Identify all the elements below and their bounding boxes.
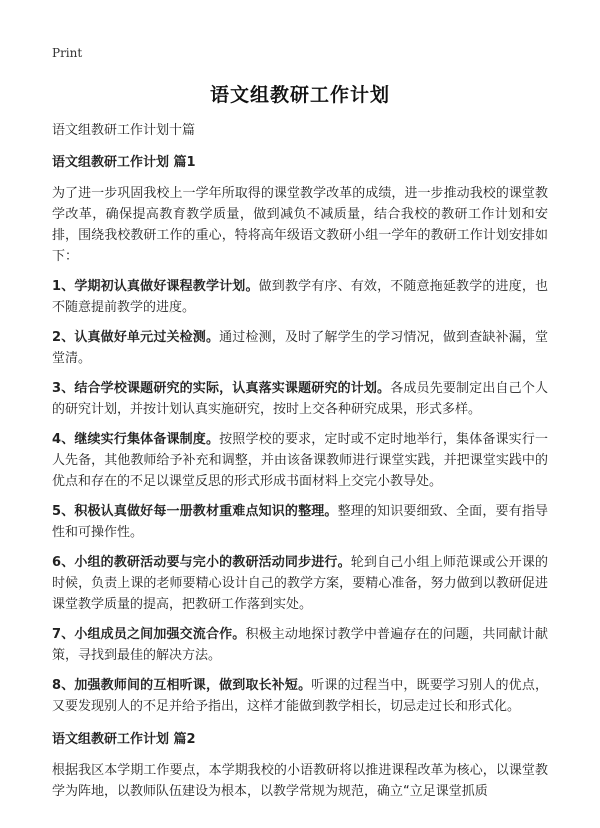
plan-item-7 [52,624,548,666]
plan-item-1 [52,276,548,318]
subtitle: 语文组教研工作计划十篇 [52,123,196,138]
plan-item-5-lead: 5、积极认真做好每一册教材重难点知识的整理。 [52,504,338,519]
plan-item-5 [52,501,548,543]
plan-item-8-text: 听课的过程当中，既要学习别人的优点，又要发现别人的不足并给予指出，这样才能做到教学相长，切忌走过长和形式化。 [52,678,548,714]
plan-item-3-lead: 3、结合学校课题研究的实际，认真落实课题研究的计划。 [52,381,391,396]
plan-item-3-text: 各成员先要制定出自己个人的研究计划，并按计划认真实施研究，按时上交各种研究成果，形式多样。 [52,381,548,417]
plan-item-5-text: 整理的知识要细致、全面，要有指导性和可操作性。 [52,504,548,540]
section-1-intro: 为了进一步巩固我校上一学年所取得的课堂教学改革的成绩，进一步推动我校的课堂教学改革，确保提高教育教学质量，做到减负不减质量，结合我校的教研工作计划和安排，围绕我校教研工作的重心，特将高年级语文教研小组一学年的教研工作计划安排如下： [52,186,548,264]
section-heading-2: 语文组教研工作计划 篇2 [52,732,196,747]
plan-item-1-lead: 1、学期初认真做好课程教学计划。 [52,279,259,294]
plan-item-7-lead: 7、小组成员之间加强交流合作。 [52,627,246,642]
plan-item-1-text: 做到教学有序、有效，不随意拖延教学的进度，也不随意提前教学的进度。 [52,279,548,315]
plan-item-6-text: 轮到自己小组上师范课或公开课的时候，负责上课的老师要精心设计自己的教学方案，要精心准备，努力做到以教研促进课堂教学质量的提高，把教研工作落到实处。 [52,555,548,612]
plan-item-3 [52,378,548,420]
plan-item-8-lead: 8、加强教师间的互相听课，做到取长补短。 [52,678,312,693]
section-heading-1: 语文组教研工作计划 篇1 [52,155,196,170]
plan-item-2-text: 通过检测，及时了解学生的学习情况，做到查缺补漏，堂堂清。 [52,330,548,366]
page-title: 语文组教研工作计划 [209,84,390,106]
plan-item-8 [52,675,548,717]
document-body [52,122,548,811]
plan-item-4 [52,429,548,492]
plan-item-4-text: 按照学校的要求，定时或不定时地举行，集体备课实行一人先备，其他教师给予补充和调整，并由该备课教师进行课堂实践，并把课堂实践中的优点和存在的不足以课堂反思的形式形成书面材料上交完小教导处。 [52,432,548,489]
print-link[interactable]: Print [52,46,83,60]
section-2-intro: 根据我区本学期工作要点，本学期我校的小语教研将以推进课程改革为核心，以课堂教学为阵地，以教师队伍建设为根本，以教学常规为规范，确立“立足课堂抓质 [52,763,548,799]
plan-item-4-lead: 4、继续实行集体备课制度。 [52,432,220,447]
plan-item-6 [52,552,548,615]
plan-item-2 [52,327,548,369]
plan-item-2-lead: 2、认真做好单元过关检测。 [52,330,220,345]
plan-item-7-text: 积极主动地探讨教学中普遍存在的问题，共同献计献策，寻找到最佳的解决方法。 [52,627,548,663]
plan-item-6-lead: 6、小组的教研活动要与完小的教研活动同步进行。 [52,555,351,570]
